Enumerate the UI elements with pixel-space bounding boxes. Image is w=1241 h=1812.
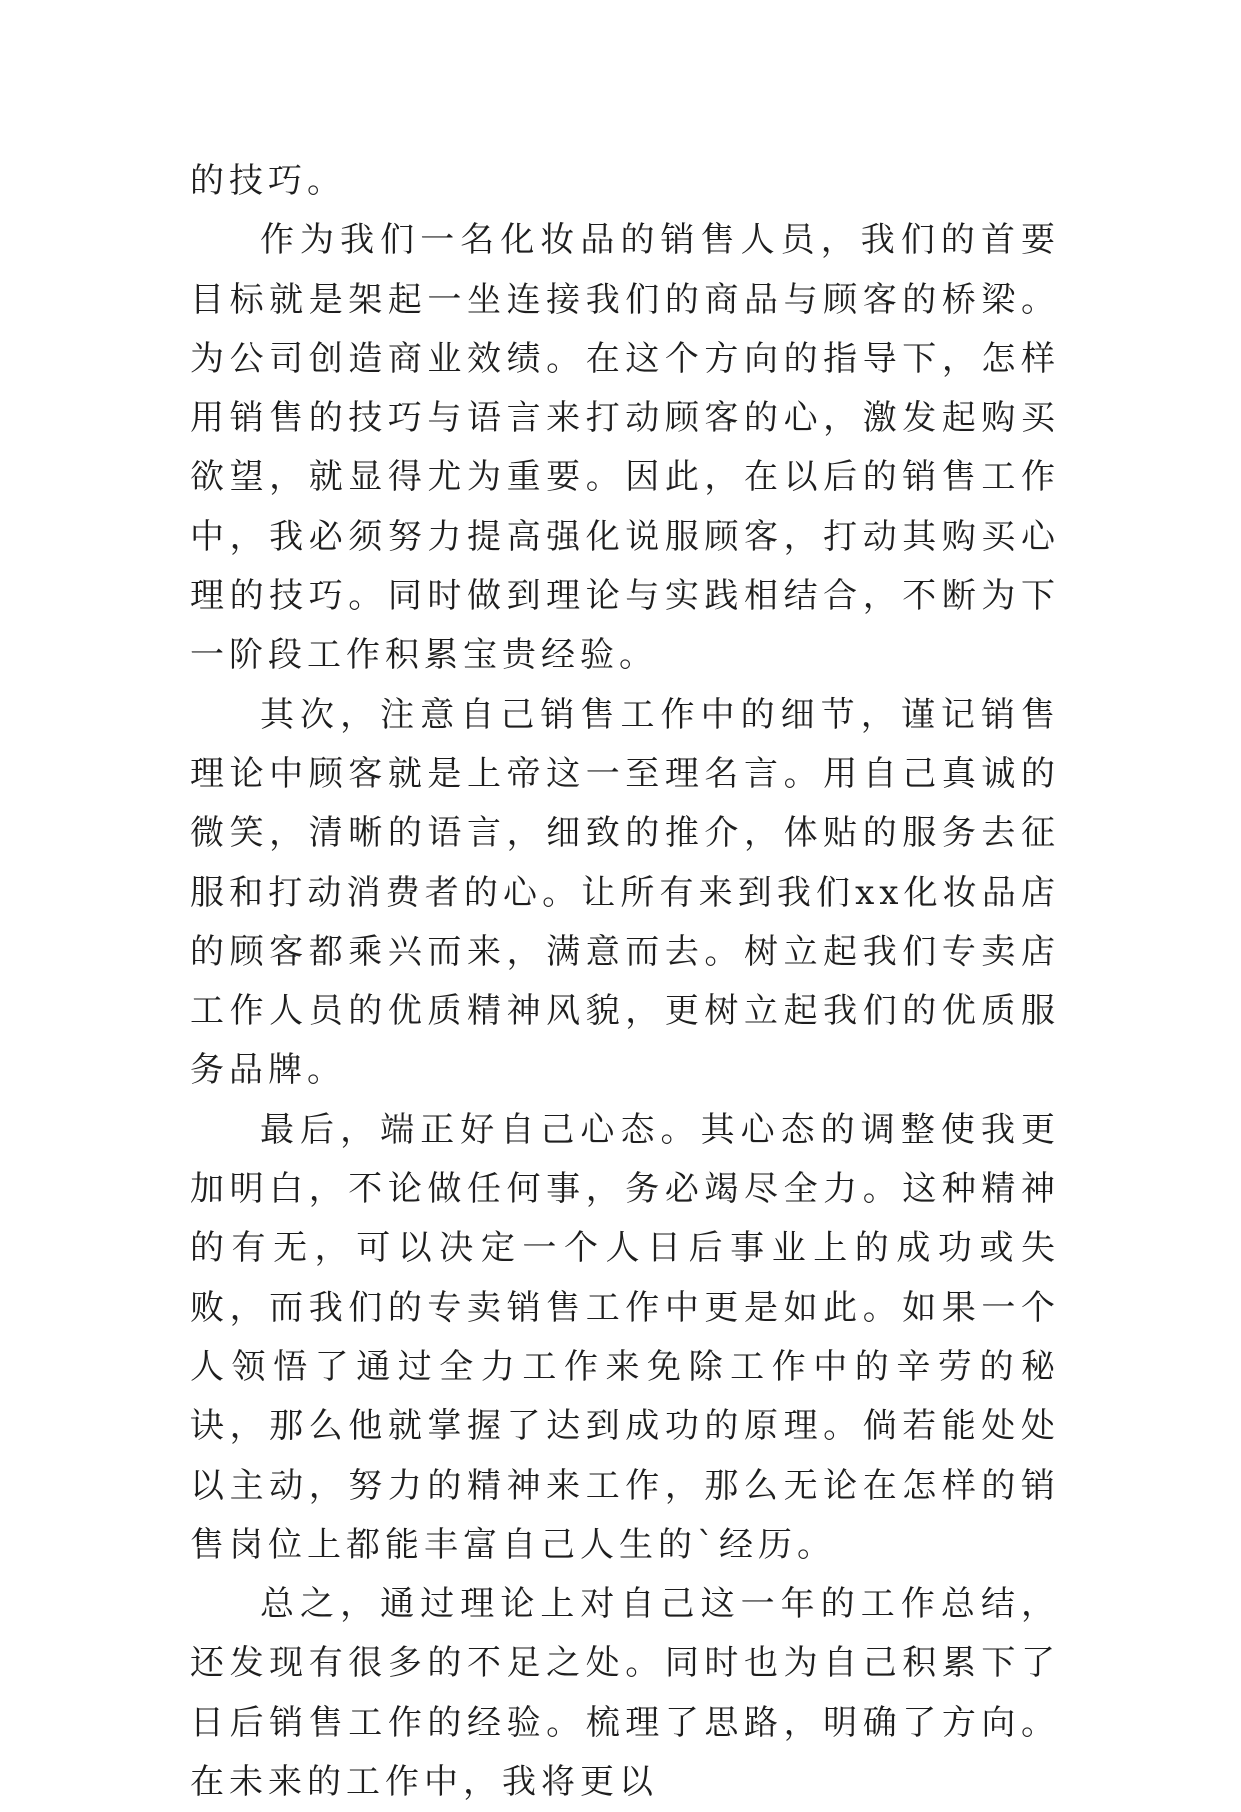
document-body [190,152,1060,1812]
paragraph-summary: 总之，通过理论上对自己这一年的工作总结，还发现有很多的不足之处。同时也为自己积累下了日后销售工作的经验。梳理了思路，明确了方向。在未来的工作中，我将更以 [190,1584,1060,1803]
paragraph-sales-goal: 作为我们一名化妆品的销售人员，我们的首要目标就是架起一坐连接我们的商品与顾客的桥梁。为公司创造商业效绩。在这个方向的指导下，怎样用销售的技巧与语言来打动顾客的心，激发起购买欲望，就显得尤为重要。因此，在以后的销售工作中，我必须努力提高强化说服顾客，打动其购买心理的技巧。同时做到理论与实践相结合，不断为下一阶段工作积累宝贵经验。 [190,220,1060,676]
paragraph-mindset: 最后，端正好自己心态。其心态的调整使我更加明白，不论做任何事，务必竭尽全力。这种精神的有无，可以决定一个人日后事业上的成功或失败，而我们的专卖销售工作中更是如此。如果一个人领悟了通过全力工作来免除工作中的辛劳的秘诀，那么他就掌握了达到成功的原理。倘若能处处以主动，努力的精神来工作，那么无论在怎样的销售岗位上都能丰富自己人生的`经历。 [190,1109,1060,1565]
paragraph-continuation: 的技巧。 [190,161,346,201]
paragraph-details: 其次，注意自己销售工作中的细节，谨记销售理论中顾客就是上帝这一至理名言。用自己真诚的微笑，清晰的语言，细致的推介，体贴的服务去征服和打动消费者的心。让所有来到我们xx化妆品店的顾客都乘兴而来，满意而去。树立起我们专卖店工作人员的优质精神风貌，更树立起我们的优质服务品牌。 [190,694,1060,1091]
